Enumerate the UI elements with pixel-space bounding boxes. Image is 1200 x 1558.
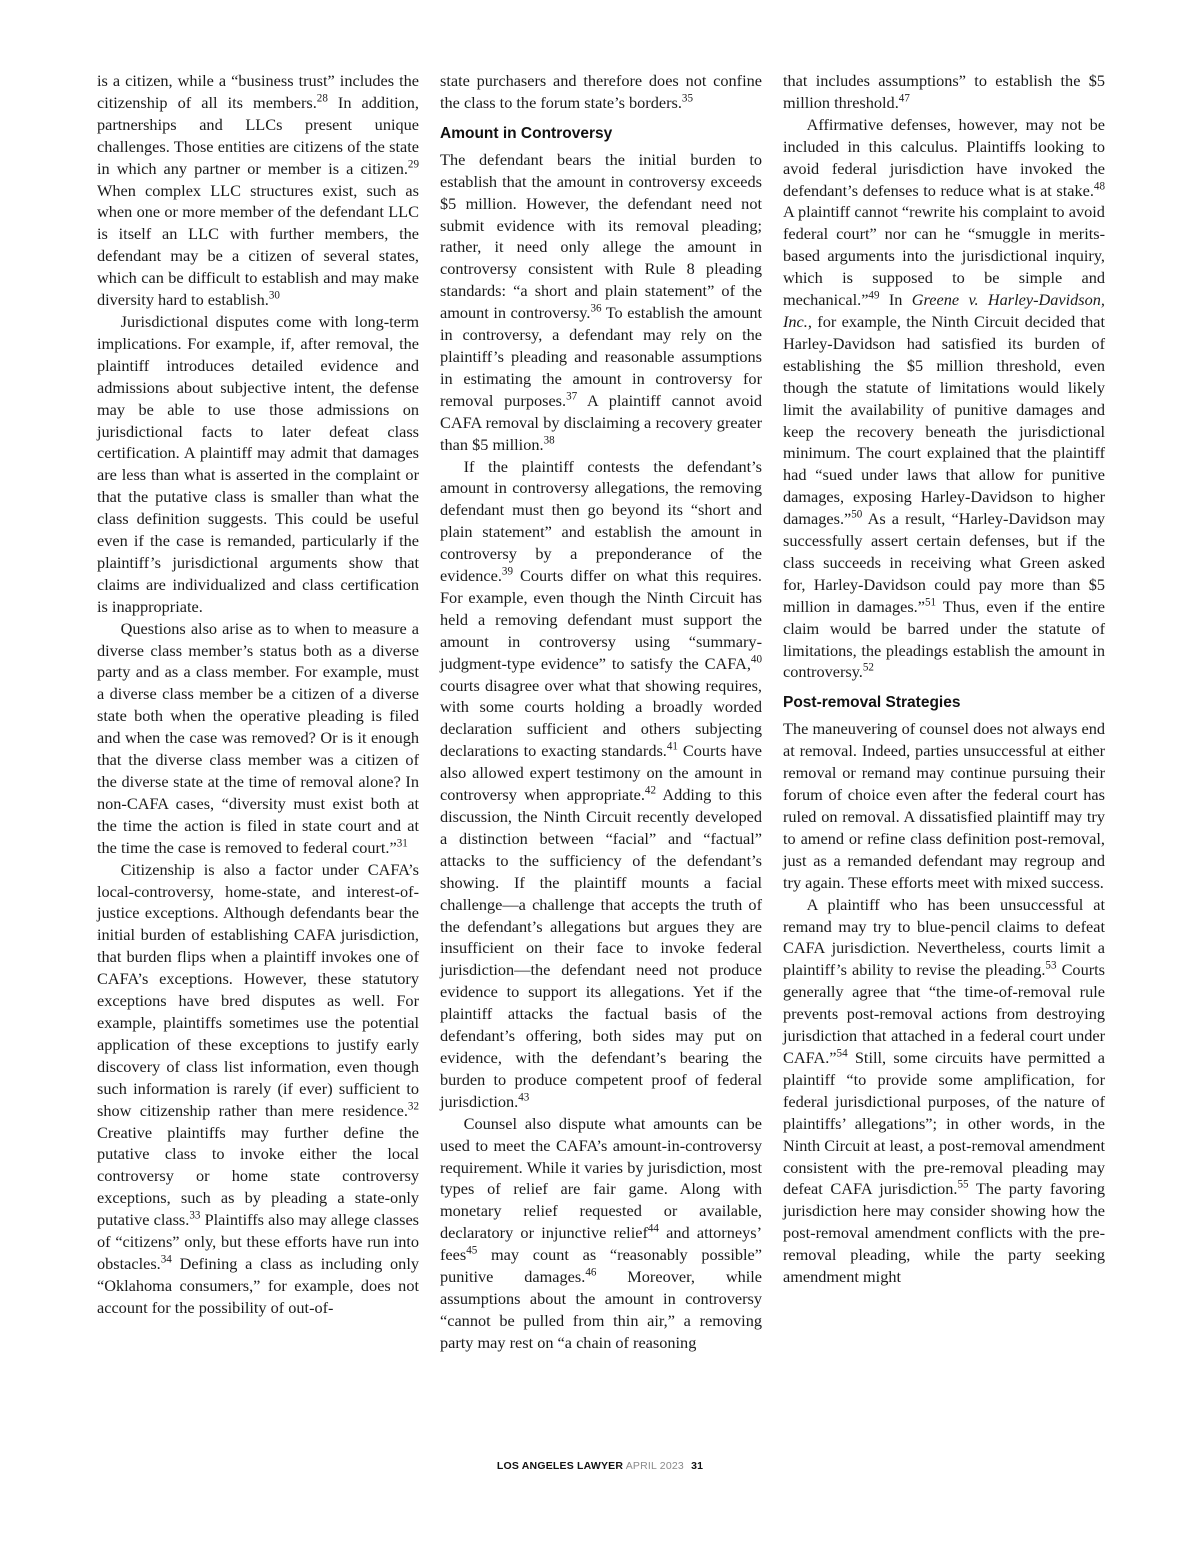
text-run: Creative plaintiffs may further define the putative class to invoke either the local controversy or home state controversy exceptions, such as by pleading a state-only putative class. — [97, 1122, 419, 1230]
text-run: When complex LLC structures exist, such as when one or more member of the defendant LLC is itself an LLC with further members, the defendant may be a citizen of several states, which can be difficult to establish and may make diversity hard to establish. — [97, 180, 419, 310]
text-run: Counsel also dispute what amounts can be used to meet the CAFA’s amount-in-controversy requirement. While it varies by jurisdiction, most types of relief are fair game. Along with monetary relief requested or available, declaratory or injunctive relief — [440, 1113, 762, 1243]
paragraph — [783, 70, 1105, 114]
column-2 — [440, 70, 762, 1354]
text-run: Plaintiffs also may allege classes of “citizens” only, but these efforts have run into obstacles. — [97, 1210, 420, 1273]
footnote-ref: 46 — [585, 1266, 597, 1279]
footnote-ref: 30 — [268, 289, 280, 302]
text-run: , for example, the Ninth Circuit decided that Harley-Davidson had satisfied its burden of establishing the $5 million threshold, even though the statute of limitations would likely limit the availability of punitive damages and keep the recovery beneath the jurisdictional minimum. The court explained that the plaintiff had “sued under laws that allow for punitive damages, exposing Harley-Davidson to higher damages.” — [783, 311, 1105, 529]
footnote-ref: 49 — [868, 289, 880, 302]
text-run: Defining a class as including only “Oklahoma consumers,” for example, does not account for the possibility of out-of- — [97, 1253, 419, 1317]
paragraph — [440, 1113, 762, 1354]
publication-name: LOS ANGELES LAWYER — [496, 1460, 624, 1472]
text-run: Adding to this discussion, the Ninth Circuit recently developed a distinction between “facial” and “factual” attacks to the sufficiency of the defendant’s showing. If the plaintiff mounts a facial challenge—a challenge that accepts the truth of the defendant’s allegations but argues they are insufficient on their face to invoke federal jurisdiction—the defendant need not produce evidence to support its allegations. Yet if the plaintiff attacks the factual basis of the defendant’s offering, both sides may put on evidence, with the defendant’s bearing the burden to produce competent proof of federal jurisdiction. — [440, 785, 763, 1111]
text-run: Jurisdictional disputes come with long-term implications. For example, if, after removal, the plaintiff introduces detailed evidence and admissions about subjective intent, the defense may be able to use those admissions on jurisdictional facts to later defeat class certification. A plaintiff may admit that damages are less than what is asserted in the complaint or that the putative class is smaller than what the class definition suggests. This could be useful even if the case is remanded, particularly if the plaintiff’s jurisdictional arguments show that claims are individualized and class certification is inappropriate. — [97, 311, 419, 616]
footnote-ref: 39 — [501, 565, 513, 578]
page-footer — [0, 1460, 1200, 1472]
text-run: A plaintiff cannot “rewrite his complaint to avoid federal court” nor can he “smuggle in merits-based arguments into the jurisdictional inquiry, which is supposed to be simple and mechanical.” — [783, 202, 1105, 310]
text-run: The party favoring jurisdiction here may consider showing how the post-removal amendment conflicts with the pre-removal pleading, while the party seeking amendment might — [783, 1179, 1105, 1287]
footnote-ref: 32 — [407, 1100, 419, 1113]
footnote-ref: 47 — [898, 92, 910, 105]
footnote-ref: 37 — [566, 390, 578, 403]
footnote-ref: 33 — [189, 1209, 201, 1222]
text-run: Questions also arise as to when to measure a diverse class member’s status both as a diverse party and as a class member. For example, must a diverse class member be a citizen of a diverse state both when the operative pleading is filed and when the case was removed? Or is it enough that the diverse class member was a citizen of the diverse state at the time of removal alone? In non-CAFA cases, “diversity must exist both at the time the action is filed in state court and at the time the case is removed to federal court.” — [97, 618, 419, 857]
paragraph — [783, 114, 1105, 684]
paragraph — [783, 894, 1105, 1288]
text-run: Still, some circuits have permitted a plaintiff “to provide some amplification, for federal jurisdictional purposes, of the nature of plaintiffs’ allegations”; in other words, in the Ninth Circuit at least, a post-removal amendment consistent with the pre-removal pleading may defeat CAFA jurisdiction. — [783, 1047, 1105, 1199]
footnote-ref: 35 — [681, 92, 693, 105]
text-run: A plaintiff cannot avoid CAFA removal by disclaiming a recovery greater than $5 million. — [440, 390, 762, 454]
text-run: The defendant bears the initial burden to establish that the amount in controversy exceeds $5 million. However, the defendant need not submit evidence with its removal pleading; rather, it need only allege the amount in controversy consistent with Rule 8 pleading standards: “a short and plain statement” of the amount in controversy. — [440, 149, 762, 323]
paragraph-segment — [783, 312, 1105, 682]
paragraph — [783, 718, 1105, 893]
text-run: is a citizen, while a “business trust” includes the citizenship of all its members. — [97, 71, 419, 112]
footnote-ref: 51 — [924, 596, 937, 609]
paragraph — [440, 456, 762, 1113]
case-name: Greene v. Harley-Davidson, Inc. — [783, 290, 1105, 331]
text-run: A plaintiff who has been unsuccessful at remand may try to blue-pencil claims to defeat CAFA jurisdiction. Nevertheless, courts limit a plaintiff’s ability to revise the pleading. — [783, 894, 1105, 980]
paragraph-segment — [783, 115, 1105, 309]
footnote-ref: 42 — [644, 784, 656, 797]
footnote-ref: 45 — [466, 1244, 478, 1257]
footnote-ref: 29 — [407, 158, 419, 171]
footnote-ref: 34 — [160, 1253, 172, 1266]
text-run: Thus, even if the entire claim would be barred under the statute of limitations, the pleadings establish the amount in controversy. — [783, 596, 1106, 682]
text-run: Courts generally agree that “the time-of-removal rule prevents post-removal actions from destroying jurisdiction that attached in a federal court under CAFA.” — [783, 960, 1105, 1067]
footnote-ref: 41 — [666, 740, 678, 753]
text-run: courts disagree over what that showing requires, with some courts holding a broadly worded declaration sufficient and others subjecting declarations to exacting standards. — [440, 675, 762, 761]
issue-date: APRIL 2023 — [625, 1460, 684, 1472]
text-run: and attorneys’ fees — [440, 1223, 762, 1265]
text-run: Affirmative defenses, however, may not be included in this calculus. Plaintiffs looking to avoid federal jurisdiction have invoked the defendant’s defenses to reduce what is at stake. — [783, 114, 1105, 200]
text-run: state purchasers and therefore does not confine the class to the forum state’s borders. — [440, 71, 762, 112]
text-run: may count as “reasonably possible” punitive damages. — [440, 1245, 762, 1287]
footnote-ref: 38 — [543, 434, 555, 447]
page-number: 31 — [691, 1460, 704, 1472]
text-run: Moreover, while assumptions about the amount in controversy “cannot be pulled from thin air,” a removing party may rest on “a chain of reasoning — [440, 1267, 762, 1352]
footnote-ref: 48 — [1093, 180, 1105, 193]
section-heading-post-removal-strategies: Post-removal Strategies — [783, 694, 961, 712]
footnote-ref: 31 — [396, 837, 408, 850]
text-run: To establish the amount in controversy, a defendant may rely on the plaintiff’s pleading and reasonable assumptions in estimating the amount in controversy for removal purposes. — [440, 303, 762, 410]
text-run: Courts have also allowed expert testimony on the amount in controversy when appropriate. — [440, 741, 762, 805]
footnote-ref: 44 — [647, 1222, 659, 1235]
paragraph — [97, 311, 419, 618]
paragraph — [97, 859, 419, 1319]
text-run: The maneuvering of counsel does not always end at removal. Indeed, parties unsuccessful at either removal or remand may continue pursuing their forum of choice even after the federal court has ruled on removal. A dissatisfied plaintiff may try to amend or refine class definition post-removal, just as a remanded defendant may regroup and try again. These efforts meet with mixed success. — [783, 719, 1105, 892]
footnote-ref: 54 — [836, 1047, 848, 1060]
paragraph — [97, 70, 419, 311]
text-run: In addition, partnerships and LLCs present unique challenges. Those entities are citizens of the state in which any partner or member is a citizen. — [97, 92, 419, 178]
text-run: Courts differ on what this requires. For example, even though the Ninth Circuit has held a removing defendant must support the amount in controversy using “summary-judgment-type evidence” to satisfy the CAFA, — [440, 566, 762, 673]
text-run: Citizenship is also a factor under CAFA’s local-controversy, home-state, and interest-of-justice exceptions. Although defendants bear the initial burden of establishing CAFA jurisdiction, that burden flips when a plaintiff invokes one of CAFA’s exceptions. However, these statutory exceptions have bred disputes as well. For example, plaintiffs sometimes use the potential application of these exceptions to justify early discovery of class list information, even though such information is rarely (if ever) sufficient to show citizenship rather than mere residence. — [97, 859, 419, 1120]
footnote-ref: 28 — [316, 92, 328, 105]
section-heading-amount-in-controversy: Amount in Controversy — [440, 124, 613, 142]
paragraph — [97, 618, 419, 859]
text-run: In — [879, 290, 912, 310]
paragraph — [440, 70, 762, 114]
footnote-ref: 52 — [862, 662, 874, 675]
footnote-ref: 40 — [750, 653, 762, 666]
paragraph — [440, 149, 762, 456]
column-3 — [783, 70, 1105, 1288]
footnote-ref: 53 — [1045, 959, 1057, 972]
text-run: As a result, “Harley-Davidson may successfully assert certain defenses, but if the class succeeds in receiving what Green asked for, Harley-Davidson could pay more than $5 million in damages.” — [783, 509, 1105, 616]
footnote-ref: 36 — [590, 302, 602, 315]
text-run: If the plaintiff contests the defendant’s amount in controversy allegations, the removing defendant must then go beyond its “short and plain statement” and establish the amount in controversy by a preponderance of the evidence. — [440, 456, 762, 586]
footnote-ref: 55 — [957, 1178, 969, 1191]
column-1 — [97, 70, 419, 1319]
footnote-ref: 43 — [518, 1091, 530, 1104]
text-run: that includes assumptions” to establish the $5 million threshold. — [783, 71, 1105, 112]
footnote-ref: 50 — [851, 508, 863, 521]
